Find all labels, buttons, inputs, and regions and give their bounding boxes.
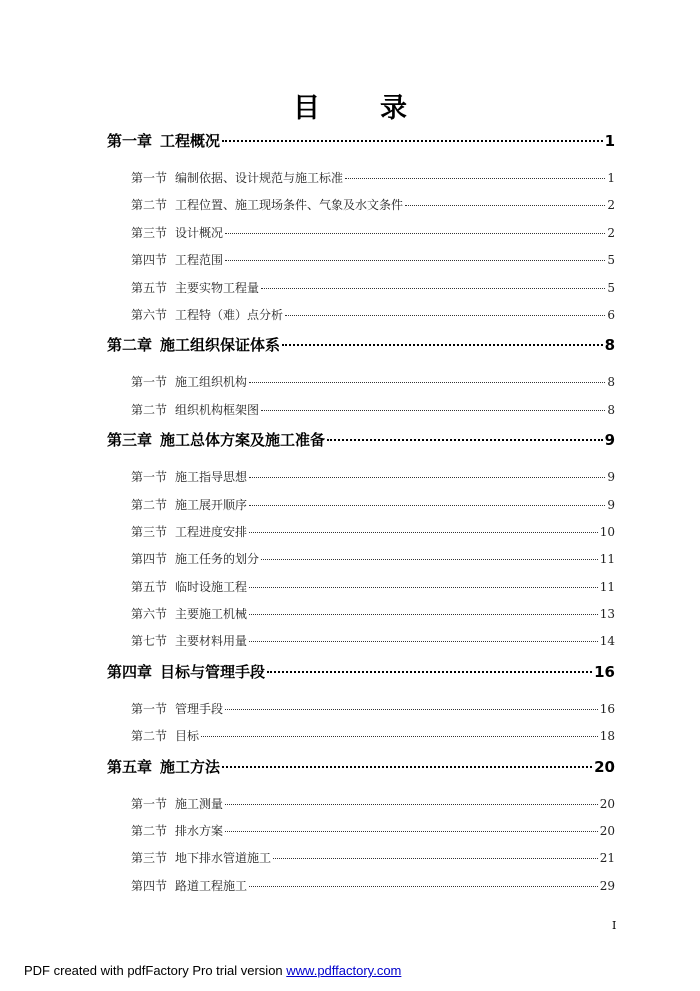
toc-entry-title: 工程范围 (175, 253, 224, 268)
toc-entry-label (131, 247, 223, 274)
title-char-2: 录 (380, 93, 407, 124)
toc-section-row[interactable] (107, 818, 615, 845)
toc-entry-number: 第四节 (131, 878, 168, 893)
toc-entry-label (131, 546, 259, 573)
toc-page-number: 14 (599, 634, 615, 649)
dot-leader (225, 709, 598, 710)
toc-entry-number: 第五章 (107, 757, 153, 776)
toc-entry-label (131, 696, 223, 723)
toc-page-number: 11 (599, 552, 615, 567)
toc-entry-label (131, 845, 271, 872)
toc-entry-title: 路道工程施工 (175, 878, 248, 893)
toc-entry-label (131, 275, 259, 302)
toc-entry-number: 第五节 (131, 579, 168, 594)
toc-chapter-row[interactable] (107, 329, 615, 369)
toc-entry-label (131, 464, 247, 491)
toc-entry-label (131, 818, 223, 845)
toc-entry-number: 第四节 (131, 552, 168, 567)
toc-entry-title: 排水方案 (175, 824, 224, 839)
toc-entry-label (131, 519, 247, 546)
dot-leader (345, 178, 605, 179)
toc-entry-label (131, 628, 247, 655)
toc-entry-title: 施工测量 (175, 796, 224, 811)
toc-chapter-row[interactable] (107, 125, 615, 165)
toc-entry-number: 第三节 (131, 524, 168, 539)
toc-section-row[interactable] (107, 601, 615, 628)
dot-leader (267, 671, 592, 673)
dot-leader (225, 260, 605, 261)
toc-entry-number: 第四节 (131, 253, 168, 268)
toc-page-number: 2 (607, 225, 615, 240)
title-char-1: 目 (293, 93, 320, 124)
toc-section-row[interactable] (107, 302, 615, 329)
toc-section-row[interactable] (107, 723, 615, 750)
toc-section-row[interactable] (107, 247, 615, 274)
toc-section-row[interactable] (107, 220, 615, 247)
toc-page-number: 16 (599, 701, 615, 716)
dot-leader (249, 532, 598, 533)
toc-chapter-row[interactable] (107, 751, 615, 791)
toc-entry-number: 第一节 (131, 171, 168, 185)
toc-entry-label (131, 492, 247, 519)
toc-page-number: 5 (607, 280, 615, 295)
dot-leader (273, 858, 598, 859)
toc-page-number: 16 (594, 662, 615, 681)
toc-page-number: 9 (607, 470, 615, 485)
toc-section-row[interactable] (107, 397, 615, 424)
toc-section-row[interactable] (107, 192, 615, 219)
toc-page-number: 20 (599, 796, 615, 811)
toc-page-number: 1 (607, 171, 615, 185)
footer-link[interactable]: www.pdffactory.com (286, 963, 402, 978)
toc-entry-label (107, 125, 220, 157)
toc-entry-label (131, 791, 223, 818)
toc-entry-number: 第三章 (107, 431, 153, 450)
toc-entry-number: 第四章 (107, 662, 153, 681)
toc-section-row[interactable] (107, 791, 615, 818)
dot-leader (249, 587, 598, 588)
toc-entry-title: 目标 (175, 729, 200, 744)
toc-chapter-row[interactable] (107, 656, 615, 696)
toc-entry-title: 主要施工机械 (175, 607, 248, 622)
toc-entry-label (131, 873, 247, 900)
toc-entry-title: 设计概况 (175, 225, 224, 240)
footer-text: PDF created with pdfFactory Pro trial version (24, 963, 287, 978)
toc-entry-label (131, 369, 247, 396)
toc-entry-title: 地下排水管道施工 (175, 851, 272, 866)
toc-entry-title: 施工总体方案及施工准备 (160, 431, 326, 450)
toc-entry-number: 第六节 (131, 307, 168, 322)
dot-leader (225, 804, 598, 805)
toc-entry-title: 施工任务的划分 (175, 552, 260, 567)
toc-section-row[interactable] (107, 275, 615, 302)
toc-page-number: 20 (599, 824, 615, 839)
toc-page-number: 29 (599, 878, 615, 893)
toc-entry-number: 第六节 (131, 607, 168, 622)
dot-leader (249, 477, 605, 478)
toc-page-number: 8 (604, 336, 615, 355)
toc-section-row[interactable] (107, 464, 615, 491)
toc-entry-number: 第七节 (131, 634, 168, 649)
toc-entry-title: 主要材料用量 (175, 634, 248, 649)
toc-page-number: 13 (599, 607, 615, 622)
toc-entry-label (131, 192, 403, 219)
toc-entry-title: 施工指导思想 (175, 470, 248, 485)
dot-leader (225, 233, 605, 234)
toc-section-row[interactable] (107, 873, 615, 900)
toc-section-row[interactable] (107, 369, 615, 396)
toc-entry-label (107, 424, 325, 456)
toc-section-row[interactable] (107, 165, 615, 192)
dot-leader (261, 410, 605, 411)
toc-entry-title: 工程概况 (160, 132, 221, 150)
toc-entry-number: 第二节 (131, 402, 168, 417)
toc-entry-title: 施工组织保证体系 (160, 336, 281, 355)
toc-section-row[interactable] (107, 845, 615, 872)
dot-leader (249, 641, 598, 642)
dot-leader (201, 736, 598, 737)
toc-section-row[interactable] (107, 574, 615, 601)
dot-leader (222, 766, 592, 768)
toc-page-number: 18 (599, 729, 615, 744)
toc-page-number: 6 (607, 307, 615, 322)
toc-page-number: 20 (594, 757, 615, 776)
toc-entry-label (131, 723, 199, 750)
toc-entry-label (131, 165, 343, 192)
toc-entry-label (131, 302, 283, 329)
toc-page-number: 2 (607, 198, 615, 213)
toc-entry-number: 第二节 (131, 729, 168, 744)
toc-entry-label (107, 751, 220, 783)
dot-leader (225, 831, 598, 832)
toc-section-row[interactable] (107, 628, 615, 655)
toc-entry-label (107, 656, 265, 688)
toc-entry-title: 临时设施工程 (175, 579, 248, 594)
toc-chapter-row[interactable] (107, 424, 615, 464)
toc-page-number: 10 (599, 524, 615, 539)
page-number: I (612, 919, 617, 932)
toc-entry-number: 第三节 (131, 851, 168, 866)
dot-leader (327, 439, 603, 441)
dot-leader (249, 886, 598, 887)
table-of-contents (107, 125, 615, 900)
toc-entry-title: 施工方法 (160, 757, 221, 776)
pdf-footer (24, 963, 401, 978)
dot-leader (249, 382, 605, 383)
toc-entry-title: 工程特（难）点分析 (175, 307, 284, 322)
toc-entry-number: 第一节 (131, 796, 168, 811)
toc-page-number: 9 (604, 431, 615, 450)
toc-entry-number: 第一节 (131, 701, 168, 716)
toc-entry-title: 工程进度安排 (175, 524, 248, 539)
toc-entry-number: 第二章 (107, 336, 153, 355)
toc-entry-number: 第二节 (131, 198, 168, 213)
dot-leader (222, 140, 603, 142)
toc-page-number: 8 (607, 375, 615, 390)
toc-section-row[interactable] (107, 696, 615, 723)
toc-entry-title: 管理手段 (175, 701, 224, 716)
dot-leader (282, 344, 603, 346)
toc-entry-label (131, 397, 259, 424)
toc-entry-label (131, 574, 247, 601)
dot-leader (249, 614, 598, 615)
toc-page-number: 11 (599, 579, 615, 594)
toc-entry-number: 第一章 (107, 132, 153, 150)
toc-entry-title: 编制依据、设计规范与施工标准 (175, 171, 344, 185)
toc-section-row[interactable] (107, 492, 615, 519)
toc-page-number: 1 (604, 132, 615, 150)
toc-entry-number: 第五节 (131, 280, 168, 295)
toc-entry-label (107, 329, 280, 361)
dot-leader (261, 559, 598, 560)
dot-leader (261, 288, 605, 289)
toc-entry-title: 施工展开顺序 (175, 497, 248, 512)
toc-entry-number: 第三节 (131, 225, 168, 240)
toc-entry-number: 第一节 (131, 375, 168, 390)
toc-entry-title: 组织机构框架图 (175, 402, 260, 417)
toc-section-row[interactable] (107, 519, 615, 546)
toc-page-number: 21 (599, 851, 615, 866)
toc-entry-number: 第二节 (131, 497, 168, 512)
toc-entry-label (131, 220, 223, 247)
toc-page-number: 5 (607, 253, 615, 268)
toc-entry-title: 目标与管理手段 (160, 662, 266, 681)
dot-leader (249, 505, 605, 506)
toc-section-row[interactable] (107, 546, 615, 573)
dot-leader (285, 315, 605, 316)
toc-entry-title: 施工组织机构 (175, 375, 248, 390)
toc-page-number: 9 (607, 497, 615, 512)
toc-entry-title: 工程位置、施工现场条件、气象及水文条件 (175, 198, 404, 213)
toc-entry-number: 第二节 (131, 824, 168, 839)
toc-entry-label (131, 601, 247, 628)
toc-entry-number: 第一节 (131, 470, 168, 485)
page-title (0, 86, 700, 125)
toc-entry-title: 主要实物工程量 (175, 280, 260, 295)
dot-leader (405, 205, 605, 206)
toc-page-number: 8 (607, 402, 615, 417)
